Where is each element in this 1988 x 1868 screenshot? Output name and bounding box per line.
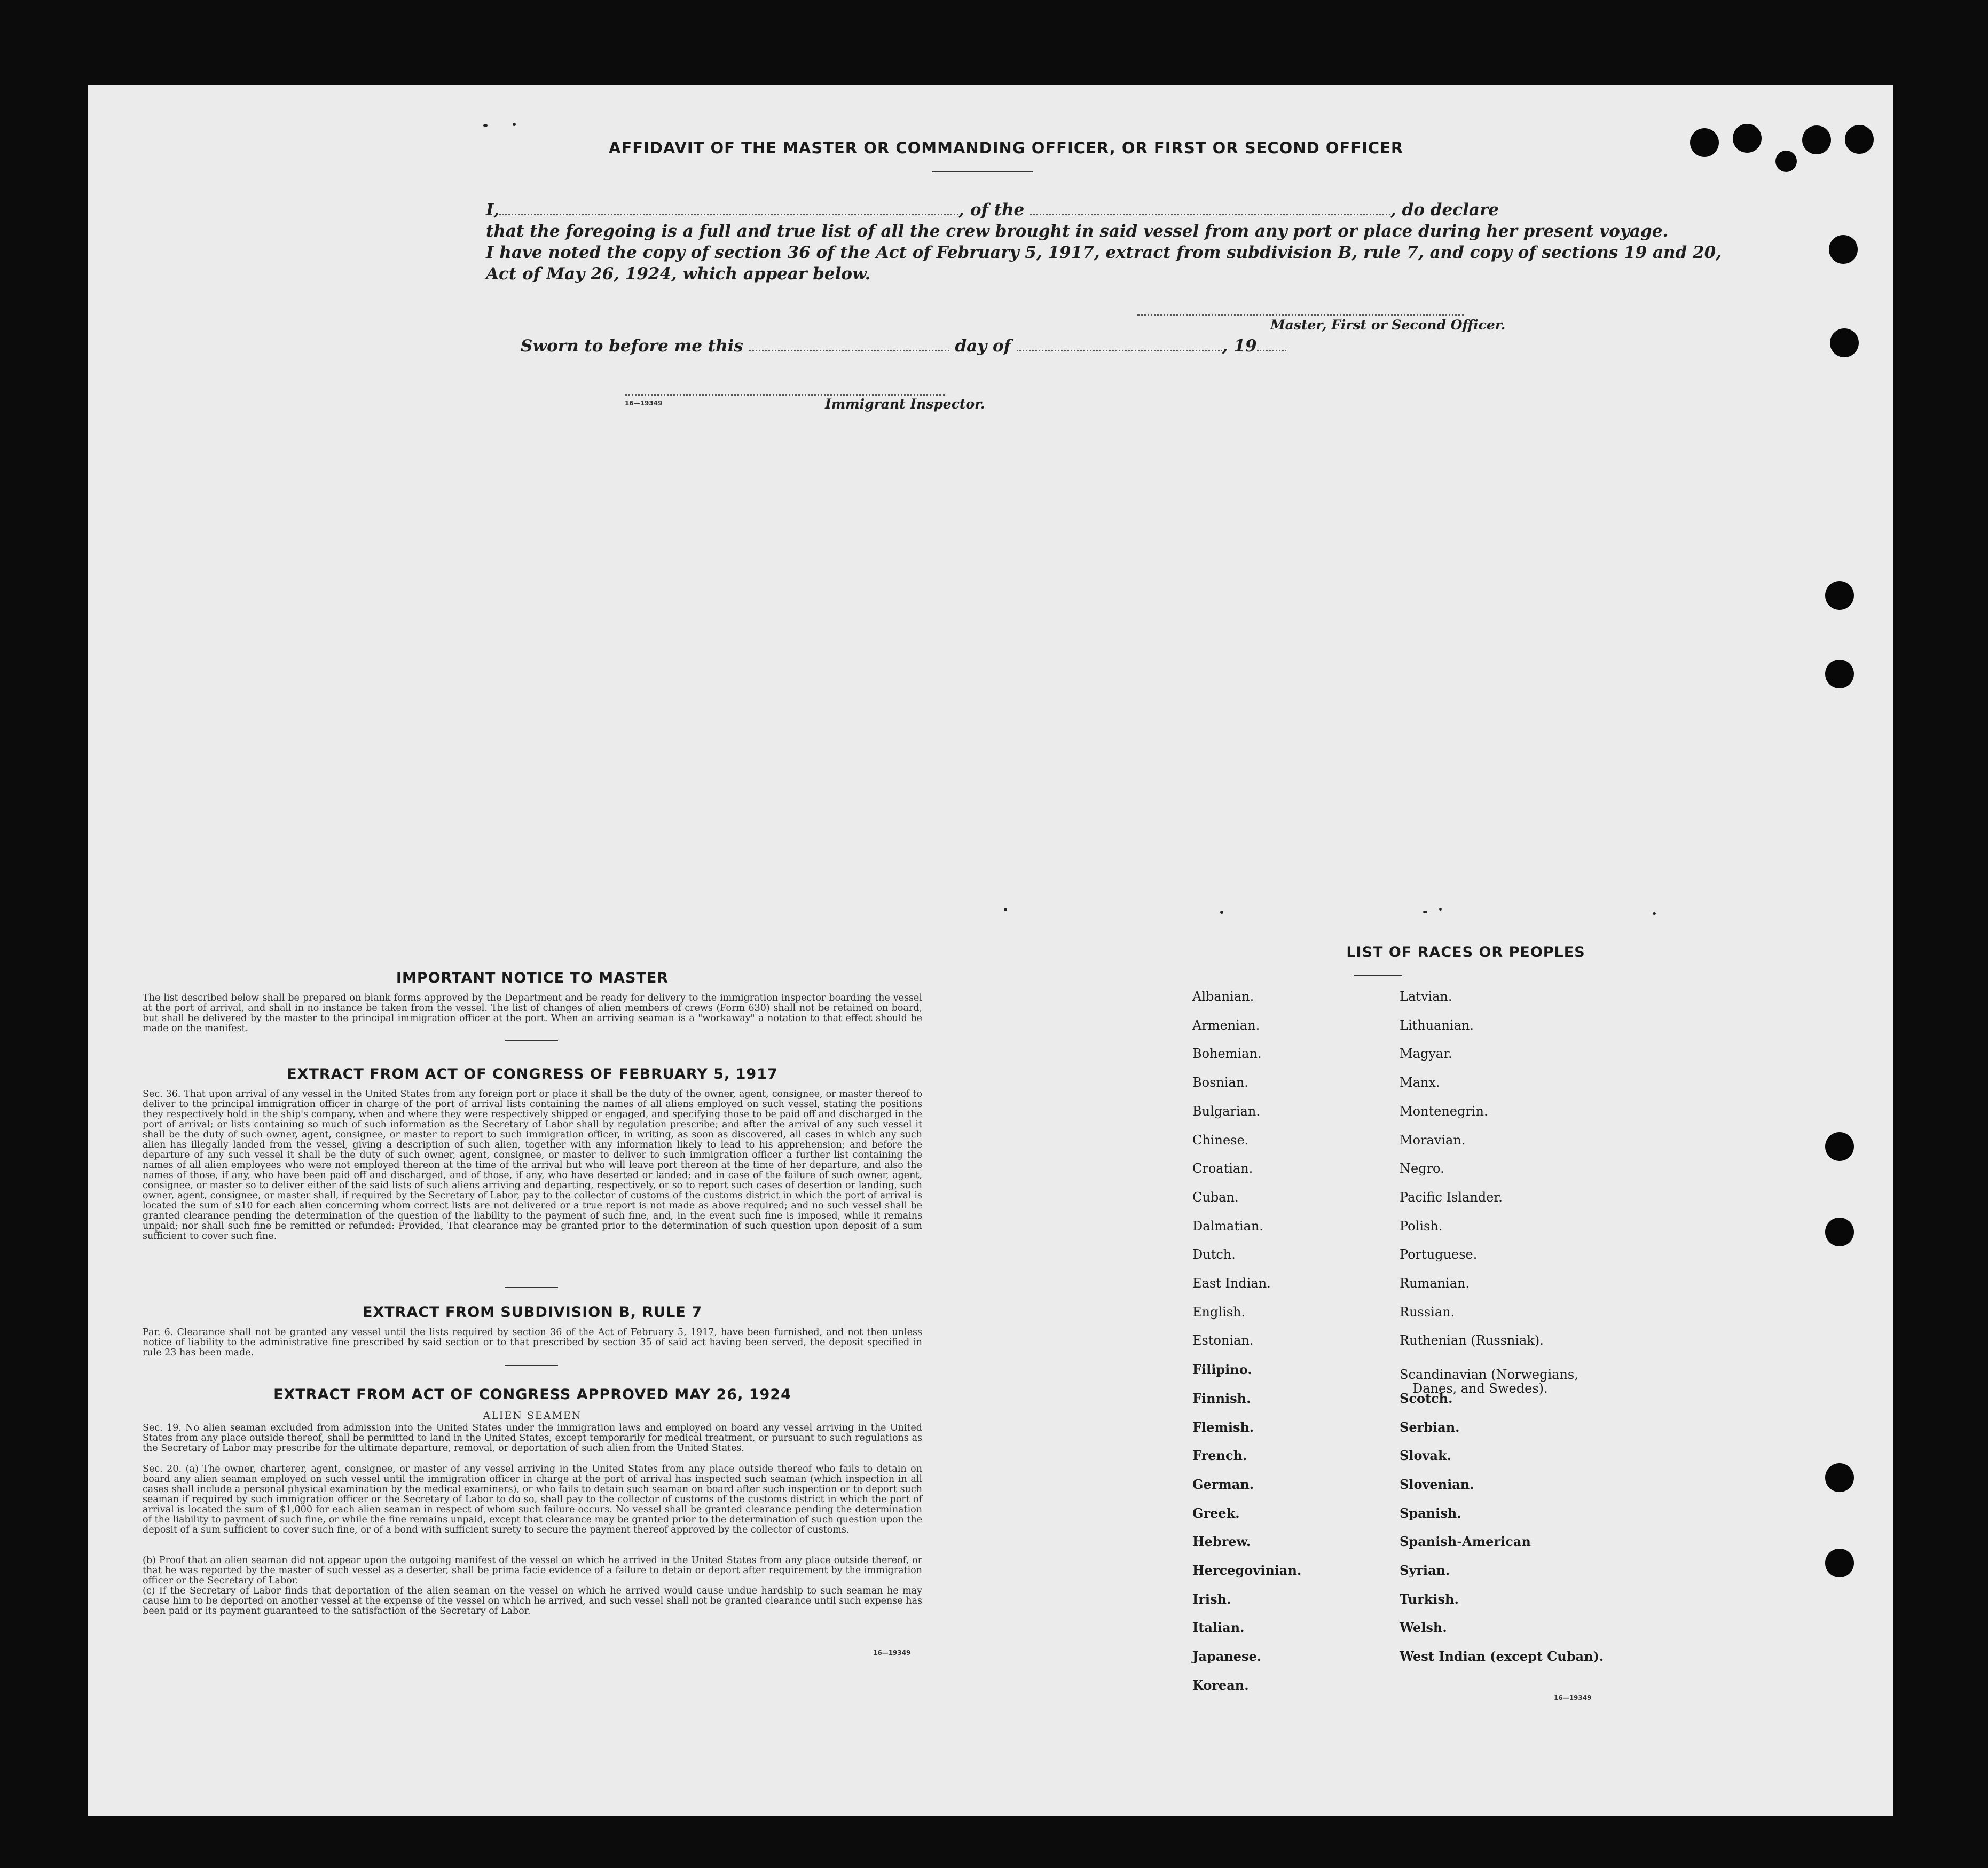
race-right-item: Slovak. xyxy=(1400,1448,1451,1464)
race-left-item: Italian. xyxy=(1192,1620,1245,1636)
declaration-line-1 xyxy=(486,199,1499,221)
race-right-item: Rumanian. xyxy=(1400,1276,1470,1291)
extract-1917-text: Sec. 36. That upon arrival of any vessel in the United States from any foreign port or place it shall be the duty of the owner, agent, consignee, or master thereof to deliver to the principal immigration officer in charge of the port of arrival lists containing the names of all aliens employed on such vessel, stating the positions they respectively hold in the ship's company, when and where they were respectively shipped or engaged, and specifying those to be paid off and discharged in the port of arrival; or lists containing so much of such information as the Secretary of Labor shall by regulation prescribe; and after the arrival of any such vessel it shall be the duty of such owner, agent, consignee, or master to report to such immigration officer, in writing, as soon as discovered, all cases in which any such alien has illegally landed from the vessel, giving a description of such alien, together with any information likely to lead to his apprehension; and before the departure of any such vessel it shall be the duty of such owner, agent, consignee, or master to deliver to such immigration officer a further list containing the names of all alien employees who were not employed thereon at the time of the arrival but who will leave port thereon at the time of her departure, and also the names of those, if any, who have been paid off and discharged, and of those, if any, who have deserted or landed; and in case of the failure of such owner, agent, consignee, or master so to deliver either of the said lists of such aliens arriving and departing, respectively, or so to report such cases of desertion or landing, such owner, agent, consignee, or master shall, if required by the Secretary of Labor, pay to the collector of customs of the customs district in which the port of arrival is located the sum of $10 for each alien concerning whom correct lists are not delivered or a true report is not made as above required; and no such vessel shall be granted clearance pending the determination of the question of the liability to the payment of such fine, and, in the event such fine is imposed, while it remains unpaid; nor shall such fine be remitted or refunded: Provided, That clearance may be granted prior to the determination of such question upon deposit of a sum sufficient to cover such fine. xyxy=(143,1089,922,1242)
race-left-item: Bosnian. xyxy=(1192,1075,1248,1090)
race-right-item: Latvian. xyxy=(1400,989,1452,1004)
race-left-item: Chinese. xyxy=(1192,1132,1249,1148)
race-left-item: Estonian. xyxy=(1192,1333,1254,1348)
form-number-top: 16—19349 xyxy=(625,399,663,407)
punch-hole xyxy=(1845,125,1874,154)
sworn-text: Sworn to before me this xyxy=(521,336,743,356)
name-blank-line xyxy=(499,202,958,215)
section-20a-text: Sec. 20. (a) The owner, charterer, agent, consignee, or master of any vessel arriving in the United States from any place outside thereof who fails to detain on board any alien seaman employed on such vessel until the immigration officer in charge at the port of arrival has inspected such seaman (which inspection in all cases shall include a personal physical examination by the medical examiners), or who fails to detain such seaman on board after such inspection or to deport such seaman if required by such immigration officer or the Secretary of Labor to do so, shall pay to the collector of customs of the customs district in which the port of arrival is located the sum of $1,000 for each alien seaman in respect of whom such failure occurs. No vessel shall be granted clearance pending the determination of the liability to payment of such fine, or while the fine remains unpaid, except that clearance may be granted prior to the determination of such question upon the deposit of a sum sufficient to cover such fine, or of a bond with sufficient surety to secure the payment thereof approved by the collector of customs. xyxy=(143,1464,922,1535)
rule7-divider xyxy=(505,1365,558,1366)
race-left-item: Dalmatian. xyxy=(1192,1218,1264,1234)
race-left-item: Albanian. xyxy=(1192,989,1254,1004)
race-right-item: Slovenian. xyxy=(1400,1476,1474,1492)
extract-1917-title: EXTRACT FROM ACT OF CONGRESS OF FEBRUARY 5, 1917 xyxy=(287,1066,778,1082)
race-left-item: Bohemian. xyxy=(1192,1046,1262,1062)
race-right-item: Magyar. xyxy=(1400,1046,1452,1062)
race-right-item: Ruthenian (Russniak). xyxy=(1400,1333,1544,1348)
extract-1924-title: EXTRACT FROM ACT OF CONGRESS APPROVED MAY 26, 1924 xyxy=(273,1386,791,1403)
document-page xyxy=(88,85,1893,1816)
extract-1917-divider xyxy=(505,1287,558,1288)
race-right-item: Danes, and Swedes). xyxy=(1412,1381,1548,1396)
race-right-item: Welsh. xyxy=(1400,1620,1447,1636)
race-right-item: Serbian. xyxy=(1400,1419,1460,1435)
race-left-item: Hebrew. xyxy=(1192,1534,1251,1550)
notice-divider xyxy=(505,1040,558,1041)
race-right-item: Montenegrin. xyxy=(1400,1103,1488,1119)
sworn-year-blank xyxy=(1257,338,1286,351)
race-right-item: Russian. xyxy=(1400,1304,1455,1320)
sworn-month-blank xyxy=(1017,338,1222,351)
race-right-item: Manx. xyxy=(1400,1075,1440,1090)
rule7-title: EXTRACT FROM SUBDIVISION B, RULE 7 xyxy=(362,1304,703,1321)
race-right-item: Spanish. xyxy=(1400,1505,1461,1521)
punch-hole xyxy=(1825,1218,1854,1246)
race-left-item: Armenian. xyxy=(1192,1017,1260,1033)
race-left-item: Greek. xyxy=(1192,1505,1240,1521)
notice-title: IMPORTANT NOTICE TO MASTER xyxy=(396,970,669,986)
inspector-signature-line xyxy=(625,394,945,396)
race-right-item: Lithuanian. xyxy=(1400,1017,1474,1033)
race-right-item: Scandinavian (Norwegians, xyxy=(1400,1367,1578,1383)
title-underline xyxy=(932,171,1033,172)
race-left-item: Cuban. xyxy=(1192,1189,1239,1205)
race-left-item: Filipino. xyxy=(1192,1362,1252,1378)
declaration-line-3: I have noted the copy of section 36 of the Act of February 5, 1917, extract from subdivision B, rule 7, and copy of sections 19 and 20, xyxy=(486,243,1722,262)
races-underline xyxy=(1354,975,1402,976)
races-title: LIST OF RACES OR PEOPLES xyxy=(1346,944,1585,961)
race-right-item: Negro. xyxy=(1400,1161,1444,1176)
punch-hole xyxy=(1733,124,1762,153)
punch-hole xyxy=(1775,151,1797,172)
punch-hole xyxy=(1825,581,1854,610)
vessel-blank-line xyxy=(1030,202,1390,215)
race-right-item: Polish. xyxy=(1400,1218,1443,1234)
section-20b-text: (b) Proof that an alien seaman did not appear upon the outgoing manifest of the vessel on which he arrived in the United States from any place outside thereof, or that he was reported by the master of such vessel as a deserter, shall be prima facie evidence of a failure to detain or deport after requirement by the immigration officer or the Secretary of Labor. xyxy=(143,1555,922,1586)
punch-hole xyxy=(1829,235,1858,264)
race-left-item: Irish. xyxy=(1192,1591,1231,1607)
declaration-line-2: that the foregoing is a full and true list of all the crew brought in said vessel from any port or place during her present voyage. xyxy=(486,222,1669,241)
form-number-races: 16—19349 xyxy=(1554,1694,1592,1701)
race-left-item: Croatian. xyxy=(1192,1161,1253,1176)
rule7-text: Par. 6. Clearance shall not be granted any vessel until the lists required by section 36 of the Act of February 5, 1917, have been furnished, and not then unless notice of liability to the administrative fine prescribed by said section or to that prescribed by section 35 of said act having been served, the deposit specified in rule 23 has been made. xyxy=(143,1327,922,1358)
sworn-year: , 19 xyxy=(1222,336,1257,356)
inspector-signature-label: Immigrant Inspector. xyxy=(825,396,985,412)
sworn-day-of: day of xyxy=(955,336,1011,356)
race-left-item: Korean. xyxy=(1192,1677,1249,1693)
punch-hole xyxy=(1690,128,1719,157)
declaration-line-4: Act of May 26, 1924, which appear below. xyxy=(486,264,871,284)
affidavit-title: AFFIDAVIT OF THE MASTER OR COMMANDING OFFICER, OR FIRST OR SECOND OFFICER xyxy=(609,139,1404,157)
race-left-item: Hercegovinian. xyxy=(1192,1563,1302,1578)
punch-hole xyxy=(1830,328,1859,357)
race-left-item: Finnish. xyxy=(1192,1390,1251,1406)
alien-seamen-heading: ALIEN SEAMEN xyxy=(483,1410,582,1422)
punch-hole xyxy=(1802,125,1831,154)
sworn-day-blank xyxy=(749,338,949,351)
section-20c-text: (c) If the Secretary of Labor finds that deportation of the alien seaman on the vessel on which he arrived would cause undue hardship to such seaman he may cause him to be deported on another vessel at the expense of the vessel on which he arrived, and such vessel shall not be granted clearance until such expense has been paid or its payment guaranteed to the satisfaction of the Secretary of Labor. xyxy=(143,1586,922,1616)
form-number-bottom-left: 16—19349 xyxy=(873,1649,911,1657)
race-left-item: English. xyxy=(1192,1304,1246,1320)
sworn-line xyxy=(521,335,1286,357)
punch-hole xyxy=(1825,1132,1854,1161)
master-signature-label: Master, First or Second Officer. xyxy=(1270,317,1506,333)
race-right-item: West Indian (except Cuban). xyxy=(1400,1649,1604,1665)
declaration-do-declare: , do declare xyxy=(1390,200,1499,219)
race-right-item: Syrian. xyxy=(1400,1563,1450,1578)
race-left-item: Dutch. xyxy=(1192,1247,1236,1262)
race-left-item: Bulgarian. xyxy=(1192,1103,1260,1119)
notice-text: The list described below shall be prepared on blank forms approved by the Department and be ready for delivery to the immigration inspector boarding the vessel at the port of arrival, and shall in no instance be taken from the vessel. The list of changes of alien members of crews (Form 630) shall not be retained on board, but shall be delivered by the master to the principal immigration officer at the port. When an arriving seaman is a "workaway" a notation to that effect should be made on the manifest. xyxy=(143,993,922,1034)
race-right-item: Moravian. xyxy=(1400,1132,1466,1148)
race-right-item: Spanish-American xyxy=(1400,1534,1531,1550)
master-signature-line xyxy=(1137,314,1464,316)
race-right-item: Portuguese. xyxy=(1400,1247,1478,1262)
declaration-of-the: , of the xyxy=(958,200,1025,219)
punch-hole xyxy=(1825,1463,1854,1492)
race-left-item: French. xyxy=(1192,1448,1247,1464)
race-right-item: Pacific Islander. xyxy=(1400,1189,1503,1205)
race-right-item: Turkish. xyxy=(1400,1591,1459,1607)
race-left-item: East Indian. xyxy=(1192,1276,1271,1291)
race-left-item: Flemish. xyxy=(1192,1419,1254,1435)
punch-hole xyxy=(1825,1549,1854,1577)
race-right-item: Scotch. xyxy=(1400,1390,1453,1406)
declaration-i: I, xyxy=(486,200,500,219)
race-left-item: German. xyxy=(1192,1476,1254,1492)
section-19-text: Sec. 19. No alien seaman excluded from admission into the United States under the immigration laws and employed on board any vessel arriving in the United States from any place outside thereof, shall be permitted to land in the United States, except temporarily for medical treatment, or pursuant to such regulations as the Secretary of Labor may prescribe for the ultimate departure, removal, or deportation of such alien from the United States. xyxy=(143,1423,922,1454)
punch-hole xyxy=(1825,660,1854,688)
race-left-item: Japanese. xyxy=(1192,1649,1262,1665)
